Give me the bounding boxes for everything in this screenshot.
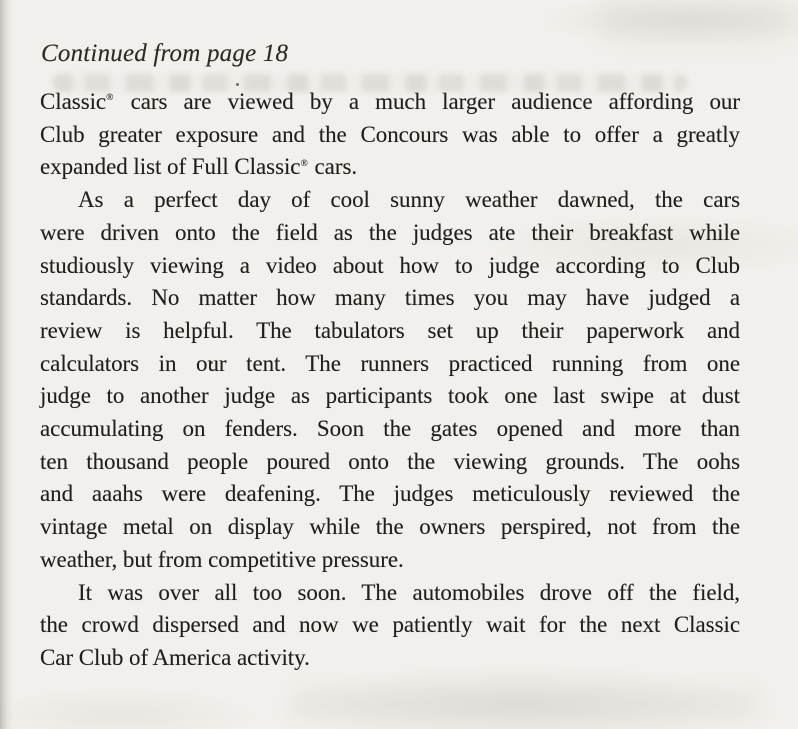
text-line: accumulating on fenders. Soon the gates opened and more than: [40, 416, 740, 442]
text-line: and aaahs were deafening. The judges meticulously reviewed the: [40, 481, 740, 507]
text-line: standards. No matter how many times you may have judged a: [40, 285, 740, 311]
continued-from-note: Continued from page 18: [41, 40, 289, 67]
text-line: Classic® cars are viewed by a much larger audience affording our: [40, 89, 740, 114]
text-line: expanded list of Full Classic® cars.: [40, 154, 358, 180]
paper-mottle-bottom: [290, 688, 760, 722]
text-line: vintage metal on display while the owners perspired, not from the: [40, 514, 740, 540]
text-line: were driven onto the field as the judges ate their breakfast while: [40, 219, 740, 245]
text-line: review is helpful. The tabulators set up their paperwork and: [40, 317, 740, 343]
registered-trademark-symbol: ®: [300, 157, 308, 169]
text-line: As a perfect day of cool sunny weather dawned, the cars: [78, 187, 740, 213]
paper-mottle-top: [600, 0, 790, 42]
text-line: Club greater exposure and the Concours was able to offer a greatly: [40, 121, 740, 147]
text-line: weather, but from competitive pressure.: [40, 546, 404, 572]
text-line: calculators in our tent. The runners practiced running from one: [40, 350, 740, 376]
text-line: It was over all too soon. The automobiles drove off the field,: [78, 579, 740, 605]
text-line: ten thousand people poured onto the viewing grounds. The oohs: [40, 448, 740, 474]
text-line: Car Club of America activity.: [40, 644, 310, 670]
registered-trademark-symbol: ®: [106, 92, 114, 104]
article-body: [40, 86, 740, 675]
text-line: the crowd dispersed and now we patiently wait for the next Classic: [40, 612, 740, 638]
scan-edge-shadow: [0, 0, 12, 729]
text-line: studiously viewing a video about how to judge according to Club: [40, 252, 740, 278]
text-line: judge to another judge as participants took one last swipe at dust: [40, 383, 740, 409]
